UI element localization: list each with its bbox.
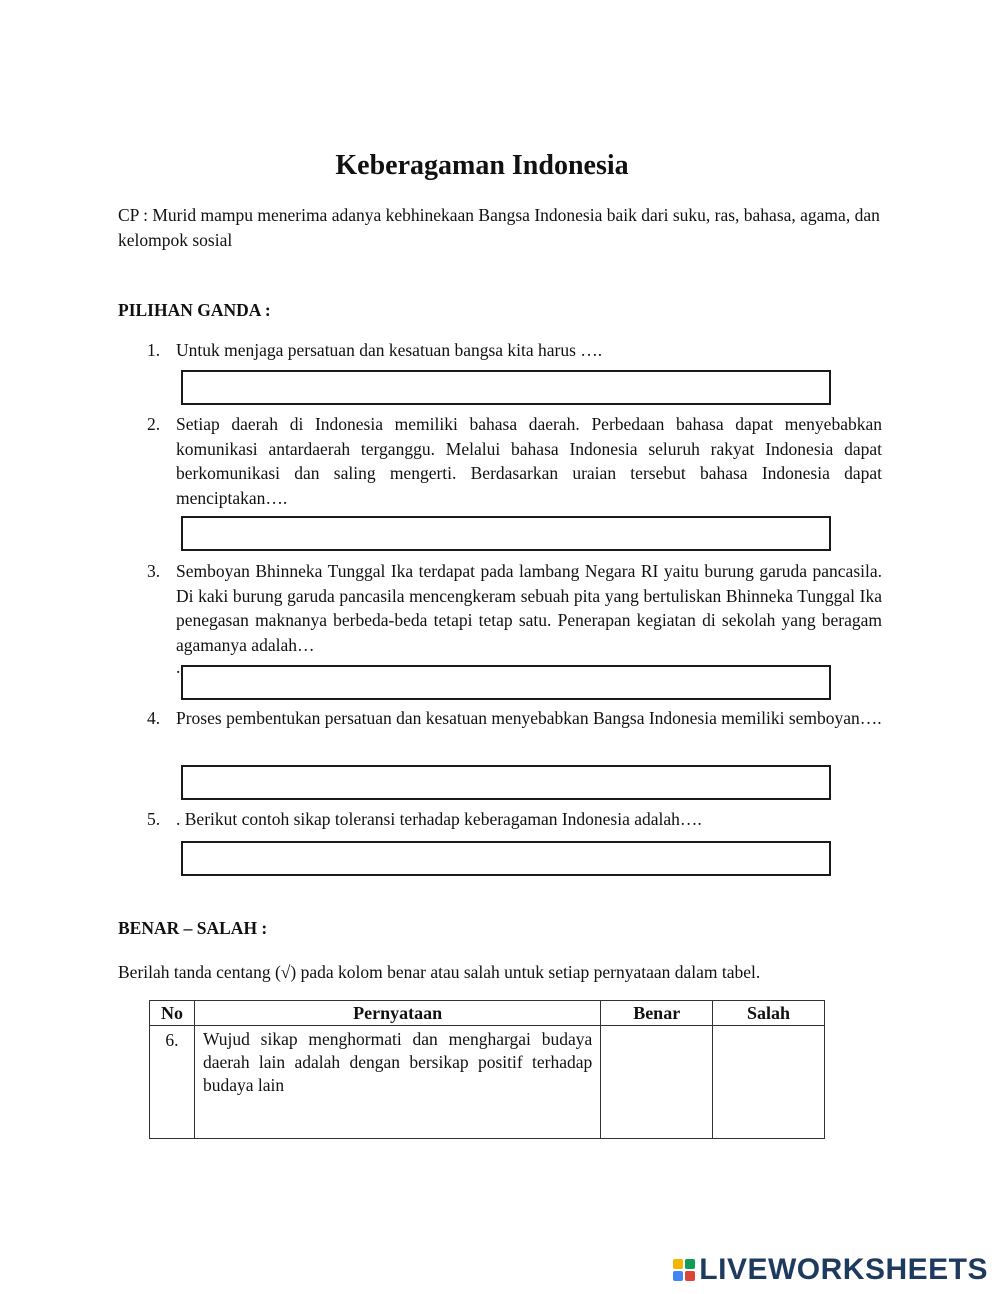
row-number: 6. [150,1026,195,1139]
table-row [150,1026,825,1139]
answer-input-2[interactable] [181,516,831,551]
true-false-table [149,1000,825,1139]
section-heading-multiple-choice: PILIHAN GANDA : [118,300,271,320]
logo-text: LIVEWORKSHEETS [699,1253,988,1286]
header-no: No [150,1001,195,1026]
row-statement: Wujud sikap menghormati dan menghargai budaya daerah lain adalah dengan bersikap positif terhadap budaya lain [194,1026,600,1139]
answer-input-3[interactable] [181,665,831,700]
learning-outcome: CP : Murid mampu menerima adanya kebhinekaan Bangsa Indonesia baik dari suku, ras, bahasa, agama, dan kelompok sosial [118,205,880,250]
liveworksheets-logo [673,1253,988,1287]
question-text: Setiap daerah di Indonesia memiliki bahasa daerah. Perbedaan bahasa dapat menyebabkan komunikasi antardaerah terganggu. Melalui bahasa Indonesia seluruh rakyat Indonesia dapat berkomunikasi dan saling mengerti. Berdasarkan uraian tersebut bahasa Indonesia dapat menciptakan…. [176,414,882,508]
answer-input-1[interactable] [181,370,831,405]
page-title: Keberagaman Indonesia [335,150,629,181]
table-header-row [150,1001,825,1026]
question-text: Untuk menjaga persatuan dan kesatuan bangsa kita harus …. [176,340,603,360]
question-number: 5. [147,809,161,829]
logo-icon [673,1259,695,1281]
section-heading-true-false: BENAR – SALAH : [118,918,268,938]
question-text: Semboyan Bhinneka Tunggal Ika terdapat pada lambang Negara RI yaitu burung garuda pancasila. Di kaki burung garuda pancasila mencengkeram sebuah pita yang bertuliskan Bhinneka Tunggal Ika penegasan maknanya berbeda-beda tetapi tetap satu. Penerapan kegiatan di sekolah yang beragam agamanya adalah… [176,561,882,655]
question-number: 3. [147,561,161,581]
header-true: Benar [601,1001,713,1026]
answer-input-4[interactable] [181,765,831,800]
header-statement: Pernyataan [194,1001,600,1026]
trailing-dot: . [176,657,181,677]
answer-input-5[interactable] [181,841,831,876]
question-text: . Berikut contoh sikap toleransi terhadap keberagaman Indonesia adalah…. [176,809,702,829]
question-number: 2. [147,414,161,434]
question-text: Proses pembentukan persatuan dan kesatuan menyebabkan Bangsa Indonesia memiliki semboyan…. [176,708,882,728]
question-number: 4. [147,708,161,728]
true-check-cell[interactable] [601,1026,713,1139]
instruction-text: Berilah tanda centang (√) pada kolom benar atau salah untuk setiap pernyataan dalam tabel. [118,962,761,982]
header-false: Salah [713,1001,825,1026]
question-number: 1. [147,340,161,360]
false-check-cell[interactable] [713,1026,825,1139]
